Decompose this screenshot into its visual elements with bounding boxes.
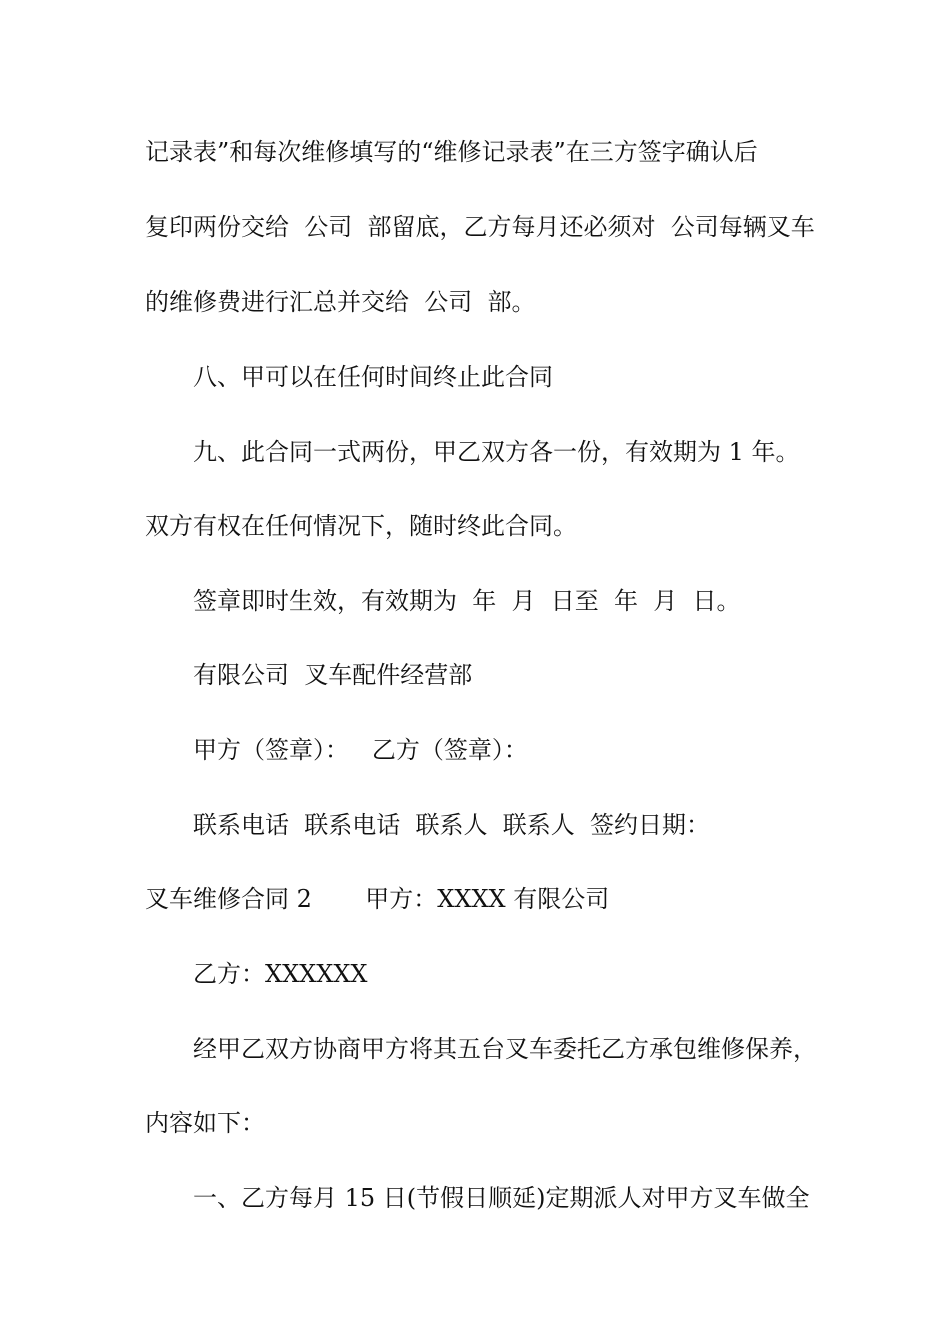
- clause-eight: 八、甲可以在任何时间终止此合同: [193, 363, 553, 391]
- contract-two-heading: 叉车维修合同 2 甲方：XXXX 有限公司: [145, 885, 610, 913]
- agreement-intro: 经甲乙双方协商甲方将其五台叉车委托乙方承包维修保养，: [193, 1035, 817, 1063]
- company-line: 有限公司 叉车配件经营部: [193, 661, 473, 689]
- text-line-6: 双方有权在任何情况下，随时终此合同。: [145, 512, 577, 540]
- text-line-1: 记录表”和每次维修填写的“维修记录表”在三方签字确认后: [145, 138, 758, 166]
- effective-date-line: 签章即时生效，有效期为 年 月 日至 年 月 日。: [193, 587, 741, 615]
- contact-line: 联系电话 联系电话 联系人 联系人 签约日期：: [193, 811, 711, 839]
- content-label: 内容如下：: [145, 1109, 265, 1137]
- clause-one: 一、乙方每月 15 日(节假日顺延)定期派人对甲方叉车做全: [193, 1184, 810, 1212]
- signature-line: 甲方（签章）： 乙方（签章）：: [193, 736, 528, 764]
- text-line-2: 复印两份交给 公司 部留底，乙方每月还必须对 公司每辆叉车: [145, 213, 815, 241]
- party-b-line: 乙方：XXXXXX: [193, 960, 368, 988]
- clause-nine: 九、此合同一式两份，甲乙双方各一份，有效期为 1 年。: [193, 438, 800, 466]
- text-line-3: 的维修费进行汇总并交给 公司 部。: [145, 288, 536, 316]
